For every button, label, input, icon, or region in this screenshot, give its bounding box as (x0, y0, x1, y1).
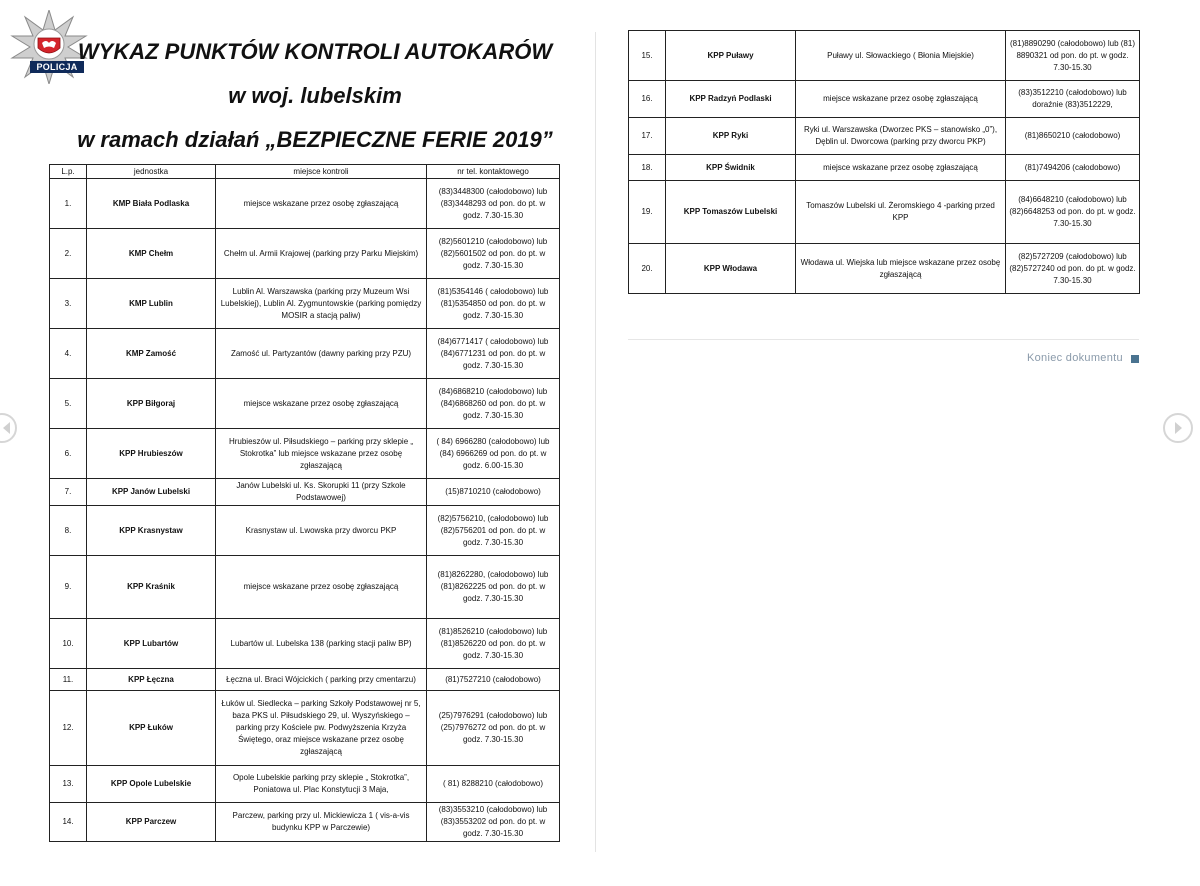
row-phone: (81)7527210 (całodobowo) (427, 669, 560, 691)
row-phone: (81)8262280, (całodobowo) lub (81)8262225 od pon. do pt. w godz. 7.30-15.30 (427, 556, 560, 619)
row-phone: (15)8710210 (całodobowo) (427, 479, 560, 506)
row-place: miejsce wskazane przez osobę zgłaszającą (796, 155, 1006, 181)
row-unit: KPP Parczew (87, 803, 216, 842)
row-phone: (82)5756210, (całodobowo) lub (82)5756201 od pon. do pt. w godz. 7.30-15.30 (427, 506, 560, 556)
table-row (50, 279, 560, 329)
row-unit: KMP Zamość (87, 329, 216, 379)
row-unit: KPP Radzyń Podlaski (666, 81, 796, 118)
row-phone: (81)8650210 (całodobowo) (1006, 118, 1140, 155)
row-place: Puławy ul. Słowackiego ( Błonia Miejskie) (796, 31, 1006, 81)
row-number: 2. (50, 229, 87, 279)
table-row (629, 31, 1140, 81)
table-row (629, 118, 1140, 155)
header-place: miejsce kontroli (216, 165, 427, 179)
row-place: Hrubieszów ul. Piłsudskiego – parking przy sklepie „ Stokrotka” lub miejsce wskazane przez osobę zgłaszającą (216, 429, 427, 479)
row-unit: KPP Janów Lubelski (87, 479, 216, 506)
row-place: Parczew, parking przy ul. Mickiewicza 1 ( vis-a-vis budynku KPP w Parczewie) (216, 803, 427, 842)
row-place: Łuków ul. Siedlecka – parking Szkoły Podstawowej nr 5, baza PKS ul. Piłsudskiego 29, ul. Wyszyńskiego – parking przy Kościele pw. Podwyższenia Krzyża Świętego, oraz miejsce wskazane przez osobę zgłaszającą (216, 691, 427, 766)
row-place: Chełm ul. Armii Krajowej (parking przy Parku Miejskim) (216, 229, 427, 279)
row-unit: KPP Hrubieszów (87, 429, 216, 479)
row-number: 8. (50, 506, 87, 556)
row-number: 12. (50, 691, 87, 766)
end-separator (628, 339, 1139, 340)
row-phone: (83)3448300 (całodobowo) lub (83)3448293 od pon. do pt. w godz. 7.30-15.30 (427, 179, 560, 229)
control-points-table-continued (628, 30, 1140, 294)
row-place: miejsce wskazane przez osobę zgłaszającą (796, 81, 1006, 118)
row-phone: (81)7494206 (całodobowo) (1006, 155, 1140, 181)
row-number: 1. (50, 179, 87, 229)
row-number: 14. (50, 803, 87, 842)
title-line-1: WYKAZ PUNKTÓW KONTROLI AUTOKARÓW (77, 39, 553, 64)
row-number: 20. (629, 244, 666, 294)
row-unit: KMP Biała Podlaska (87, 179, 216, 229)
row-place: Włodawa ul. Wiejska lub miejsce wskazane przez osobę zgłaszającą (796, 244, 1006, 294)
table-row (50, 429, 560, 479)
row-unit: KMP Chełm (87, 229, 216, 279)
table-row (629, 181, 1140, 244)
document-page-1 (0, 0, 596, 886)
row-phone: ( 84) 6966280 (całodobowo) lub (84) 6966269 od pon. do pt. w godz. 6.00-15.30 (427, 429, 560, 479)
row-unit: KPP Łęczna (87, 669, 216, 691)
row-unit: KPP Tomaszów Lubelski (666, 181, 796, 244)
row-number: 17. (629, 118, 666, 155)
row-number: 4. (50, 329, 87, 379)
row-unit: KPP Opole Lubelskie (87, 766, 216, 803)
row-number: 6. (50, 429, 87, 479)
table-row (50, 479, 560, 506)
row-number: 18. (629, 155, 666, 181)
table-row (629, 244, 1140, 294)
row-unit: KPP Włodawa (666, 244, 796, 294)
row-place: miejsce wskazane przez osobę zgłaszającą (216, 179, 427, 229)
table-row (50, 556, 560, 619)
row-phone: ( 81) 8288210 (całodobowo) (427, 766, 560, 803)
table-row (50, 691, 560, 766)
row-number: 3. (50, 279, 87, 329)
row-place: Łęczna ul. Braci Wójcickich ( parking przy cmentarzu) (216, 669, 427, 691)
row-number: 11. (50, 669, 87, 691)
row-unit: KPP Lubartów (87, 619, 216, 669)
row-number: 5. (50, 379, 87, 429)
table-row (629, 155, 1140, 181)
row-unit: KPP Puławy (666, 31, 796, 81)
end-marker-icon (1131, 355, 1139, 363)
row-place: Lublin Al. Warszawska (parking przy Muzeum Wsi Lubelskiej), Lublin Al. Zygmuntowskie (parking pomiędzy MOSIR a stacją paliw) (216, 279, 427, 329)
row-place: Opole Lubelskie parking przy sklepie „ Stokrotka”, Poniatowa ul. Plac Konstytucji 3 Maja, (216, 766, 427, 803)
row-place: miejsce wskazane przez osobę zgłaszającą (216, 379, 427, 429)
table-row (50, 669, 560, 691)
police-badge-label: POLICJA (30, 61, 84, 73)
end-of-document-label: Koniec dokumentu (1027, 352, 1123, 364)
row-phone: (83)3512210 (całodobowo) lub doraźnie (83)3512229, (1006, 81, 1140, 118)
table-header-row (50, 165, 560, 179)
table-row (50, 229, 560, 279)
row-number: 7. (50, 479, 87, 506)
row-number: 15. (629, 31, 666, 81)
table-row (50, 506, 560, 556)
row-unit: KPP Kraśnik (87, 556, 216, 619)
table-row (50, 179, 560, 229)
table-row (50, 803, 560, 842)
row-unit: KPP Ryki (666, 118, 796, 155)
row-phone: (84)6771417 ( całodobowo) lub (84)6771231 od pon. do pt. w godz. 7.30-15.30 (427, 329, 560, 379)
row-phone: (82)5601210 (całodobowo) lub (82)5601502 od pon. do pt. w godz. 7.30-15.30 (427, 229, 560, 279)
row-place: Tomaszów Lubelski ul. Żeromskiego 4 -parking przed KPP (796, 181, 1006, 244)
row-number: 16. (629, 81, 666, 118)
row-phone: (83)3553210 (całodobowo) lub (83)3553202 od pon. do pt. w godz. 7.30-15.30 (427, 803, 560, 842)
table-row (50, 619, 560, 669)
row-place: Ryki ul. Warszawska (Dworzec PKS – stanowisko „0”), Dęblin ul. Dworcowa (parking przy dworcu PKP) (796, 118, 1006, 155)
title-line-3: w ramach działań „BEZPIECZNE FERIE 2019” (77, 127, 553, 152)
row-place: Krasnystaw ul. Lwowska przy dworcu PKP (216, 506, 427, 556)
row-number: 13. (50, 766, 87, 803)
row-phone: (84)6648210 (całodobowo) lub (82)6648253 od pon. do pt. w godz. 7.30-15.30 (1006, 181, 1140, 244)
row-number: 10. (50, 619, 87, 669)
row-number: 19. (629, 181, 666, 244)
row-phone: (84)6868210 (całodobowo) lub (84)6868260 od pon. do pt. w godz. 7.30-15.30 (427, 379, 560, 429)
document-title (50, 30, 580, 162)
row-unit: KPP Krasnystaw (87, 506, 216, 556)
row-place: Zamość ul. Partyzantów (dawny parking przy PZU) (216, 329, 427, 379)
row-phone: (25)7976291 (całodobowo) lub (25)7976272 od pon. do pt. w godz. 7.30-15.30 (427, 691, 560, 766)
control-points-table (49, 164, 560, 842)
row-place: Lubartów ul. Lubelska 138 (parking stacji paliw BP) (216, 619, 427, 669)
header-lp: L.p. (50, 165, 87, 179)
title-line-2: w woj. lubelskim (228, 83, 402, 108)
header-phone: nr tel. kontaktowego (427, 165, 560, 179)
row-number: 9. (50, 556, 87, 619)
next-page-arrow-icon[interactable] (1163, 413, 1193, 443)
row-unit: KMP Lublin (87, 279, 216, 329)
table-row (629, 81, 1140, 118)
row-phone: (81)8890290 (całodobowo) lub (81) 8890321 od pon. do pt. w godz. 7.30-15.30 (1006, 31, 1140, 81)
table-row (50, 379, 560, 429)
row-place: miejsce wskazane przez osobę zgłaszającą (216, 556, 427, 619)
row-unit: KPP Świdnik (666, 155, 796, 181)
row-phone: (81)5354146 ( całodobowo) lub (81)5354850 od pon. do pt. w godz. 7.30-15.30 (427, 279, 560, 329)
table-row (50, 766, 560, 803)
row-unit: KPP Łuków (87, 691, 216, 766)
row-phone: (81)8526210 (całodobowo) lub (81)8526220 od pon. do pt. w godz. 7.30-15.30 (427, 619, 560, 669)
table-row (50, 329, 560, 379)
row-unit: KPP Biłgoraj (87, 379, 216, 429)
row-phone: (82)5727209 (całodobowo) lub (82)5727240 od pon. do pt. w godz. 7.30-15.30 (1006, 244, 1140, 294)
row-place: Janów Lubelski ul. Ks. Skorupki 11 (przy Szkole Podstawowej) (216, 479, 427, 506)
header-unit: jednostka (87, 165, 216, 179)
